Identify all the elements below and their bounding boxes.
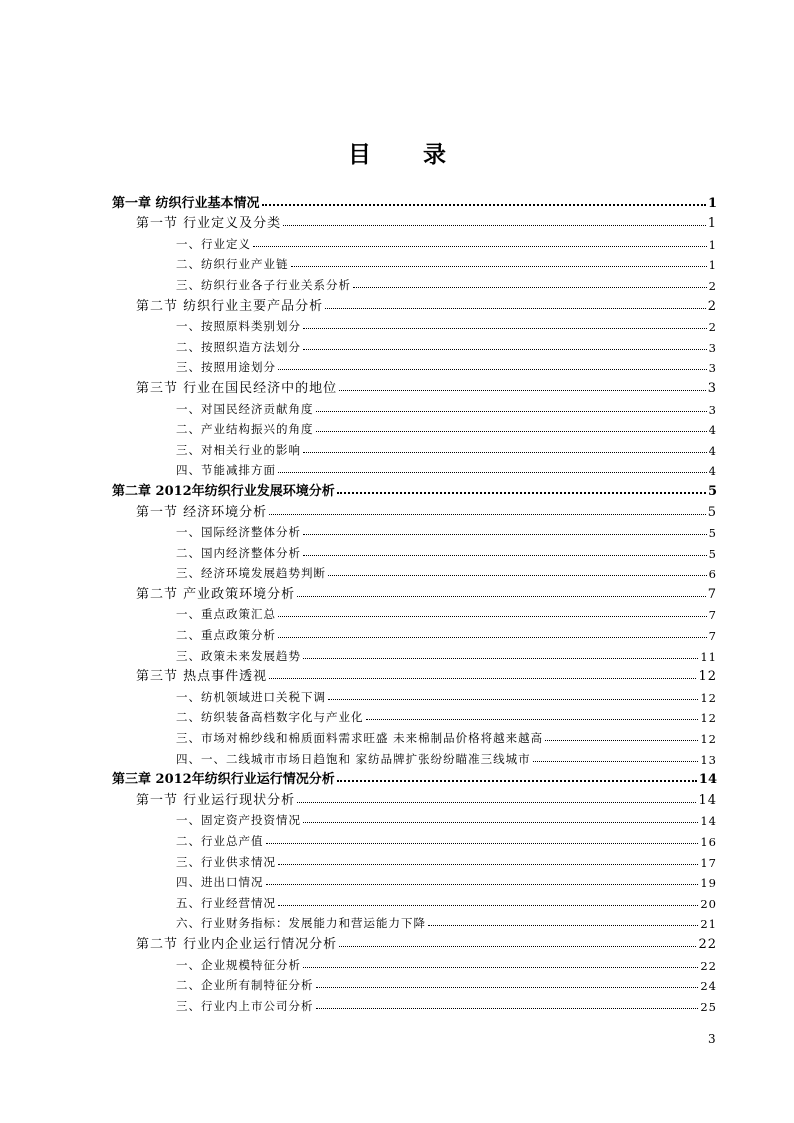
toc-entry-page: 16 — [700, 835, 717, 849]
toc-entry-page: 12 — [700, 732, 717, 747]
toc-entry-page: 24 — [700, 979, 717, 994]
toc-chapter-entry[interactable] — [112, 767, 717, 788]
dot-leader — [253, 246, 707, 247]
toc-entry-page: 4 — [708, 464, 717, 479]
toc-entry-label: 一、国际经济整体分析 — [176, 525, 301, 540]
toc-entry-page: 3 — [707, 380, 717, 396]
toc-entry-label: 五、行业经营情况 — [176, 895, 276, 910]
dot-leader — [339, 946, 696, 947]
toc-entry-label: 三、经济环境发展趋势判断 — [176, 566, 326, 581]
toc-item-entry[interactable] — [112, 870, 717, 891]
toc-entry-page: 19 — [700, 876, 717, 891]
dot-leader — [339, 390, 706, 391]
toc-entry-label: 二、产业结构振兴的角度 — [176, 422, 314, 437]
toc-entry-label: 三、对相关行业的影响 — [176, 442, 301, 457]
toc-entry-label: 三、行业供求情况 — [176, 854, 276, 869]
toc-section-entry[interactable] — [112, 931, 717, 952]
dot-leader — [545, 740, 698, 741]
dot-leader — [303, 555, 707, 556]
toc-entry-page: 22 — [700, 958, 717, 973]
dot-leader — [266, 884, 699, 885]
toc-item-entry[interactable] — [112, 705, 717, 726]
toc-entry-page: 25 — [700, 999, 717, 1014]
toc-entry-label: 四、进出口情况 — [176, 875, 264, 890]
toc-entry-page: 3 — [708, 361, 717, 376]
dot-leader — [303, 349, 707, 350]
dot-leader — [303, 534, 707, 535]
toc-section-entry[interactable] — [112, 499, 717, 520]
toc-item-entry[interactable] — [112, 602, 717, 623]
toc-entry-page: 20 — [700, 896, 717, 911]
dot-leader — [297, 802, 696, 803]
toc-entry-label: 二、按照织造方法划分 — [176, 339, 301, 354]
toc-entry-label: 二、国内经济整体分析 — [176, 545, 301, 560]
dot-leader — [337, 492, 706, 494]
toc-entry-page: 6 — [708, 567, 717, 582]
toc-item-entry[interactable] — [112, 643, 717, 664]
toc-item-entry[interactable] — [112, 808, 717, 829]
toc-entry-page: 14 — [700, 814, 717, 829]
toc-entry-page: 12 — [698, 669, 717, 685]
toc-entry-page: 21 — [700, 917, 717, 932]
dot-leader — [328, 699, 698, 700]
dot-leader — [262, 204, 706, 206]
toc-entry-label: 一、纺机领域进口关税下调 — [176, 689, 326, 704]
dot-leader — [278, 905, 698, 906]
table-of-contents — [112, 190, 717, 1014]
dot-leader — [325, 308, 706, 309]
dot-leader — [316, 431, 707, 432]
toc-item-entry[interactable] — [112, 911, 717, 932]
toc-entry-page: 2 — [708, 278, 717, 293]
toc-item-entry[interactable] — [112, 520, 717, 541]
page-number: 3 — [708, 1032, 716, 1046]
toc-entry-label: 一、对国民经济贡献角度 — [176, 401, 314, 416]
dot-leader — [278, 864, 698, 865]
toc-entry-label: 一、企业规模特征分析 — [176, 957, 301, 972]
dot-leader — [278, 472, 707, 473]
toc-entry-page: 1 — [708, 237, 717, 252]
dot-leader — [291, 266, 707, 267]
toc-entry-page: 13 — [700, 752, 717, 767]
toc-entry-page: 2 — [707, 298, 717, 314]
toc-entry-label: 第一节 行业运行现状分析 — [136, 792, 296, 808]
toc-item-entry[interactable] — [112, 973, 717, 994]
toc-entry-page: 7 — [707, 586, 717, 602]
toc-entry-page: 7 — [708, 629, 717, 644]
dot-leader — [283, 225, 706, 226]
dot-leader — [316, 411, 707, 412]
dot-leader — [328, 575, 707, 576]
toc-entry-page: 3 — [708, 340, 717, 355]
toc-item-entry[interactable] — [112, 396, 717, 417]
toc-entry-page: 12 — [700, 690, 717, 705]
dot-leader — [303, 452, 707, 453]
toc-entry-label: 三、按照用途划分 — [176, 360, 276, 375]
toc-item-entry[interactable] — [112, 355, 717, 376]
dot-leader — [269, 514, 706, 515]
toc-entry-page: 4 — [708, 443, 717, 458]
toc-item-entry[interactable] — [112, 437, 717, 458]
toc-entry-page: 1 — [708, 258, 717, 273]
toc-entry-label: 第一节 行业定义及分类 — [136, 216, 282, 232]
toc-entry-page: 5 — [708, 546, 717, 561]
toc-entry-label: 第二节 产业政策环境分析 — [136, 586, 296, 602]
toc-item-entry[interactable] — [112, 684, 717, 705]
toc-item-entry[interactable] — [112, 458, 717, 479]
toc-entry-label: 三、政策未来发展趋势 — [176, 648, 301, 663]
toc-entry-page: 17 — [700, 855, 717, 870]
dot-leader — [303, 967, 698, 968]
toc-entry-label: 第二节 纺织行业主要产品分析 — [136, 298, 324, 314]
toc-section-entry[interactable] — [112, 581, 717, 602]
dot-leader — [278, 637, 707, 638]
toc-item-entry[interactable] — [112, 252, 717, 273]
dot-leader — [303, 328, 707, 329]
dot-leader — [278, 369, 707, 370]
toc-chapter-entry[interactable] — [112, 190, 717, 211]
toc-item-entry[interactable] — [112, 231, 717, 252]
toc-entry-label: 第三章 2012年纺织行业运行情况分析 — [112, 772, 335, 788]
toc-entry-label: 四、一、二线城市市场日趋饱和 家纺品牌扩张纷纷瞄准三线城市 — [176, 751, 531, 766]
toc-entry-page: 7 — [708, 608, 717, 623]
dot-leader — [303, 658, 698, 659]
toc-section-entry[interactable] — [112, 664, 717, 685]
toc-entry-page: 4 — [708, 423, 717, 438]
toc-entry-label: 三、行业内上市公司分析 — [176, 998, 314, 1013]
toc-entry-label: 第三节 行业在国民经济中的地位 — [136, 380, 338, 396]
dot-leader — [303, 822, 698, 823]
toc-item-entry[interactable] — [112, 272, 717, 293]
dot-leader — [297, 596, 706, 597]
toc-entry-label: 一、按照原料类别划分 — [176, 319, 301, 334]
toc-entry-label: 一、行业定义 — [176, 236, 251, 251]
toc-section-entry[interactable] — [112, 787, 717, 808]
toc-entry-page: 12 — [700, 711, 717, 726]
toc-entry-page: 1 — [707, 216, 717, 232]
toc-entry-page: 3 — [708, 402, 717, 417]
dot-leader — [533, 761, 699, 762]
dot-leader — [366, 719, 699, 720]
toc-item-entry[interactable] — [112, 417, 717, 438]
toc-entry-label: 二、企业所有制特征分析 — [176, 978, 314, 993]
toc-entry-label: 第二章 2012年纺织行业发展环境分析 — [112, 483, 335, 499]
toc-item-entry[interactable] — [112, 746, 717, 767]
dot-leader — [337, 780, 697, 782]
toc-entry-label: 第三节 热点事件透视 — [136, 669, 268, 685]
toc-item-entry[interactable] — [112, 314, 717, 335]
toc-item-entry[interactable] — [112, 993, 717, 1014]
toc-chapter-entry[interactable] — [112, 478, 717, 499]
toc-entry-label: 二、行业总产值 — [176, 834, 264, 848]
toc-item-entry[interactable] — [112, 849, 717, 870]
toc-section-entry[interactable] — [112, 211, 717, 232]
toc-item-entry[interactable] — [112, 828, 717, 849]
toc-entry-page: 5 — [708, 526, 717, 541]
toc-entry-page: 5 — [707, 483, 717, 499]
page-title: 目 录 — [347, 141, 468, 168]
toc-section-entry[interactable] — [112, 375, 717, 396]
toc-item-entry[interactable] — [112, 540, 717, 561]
toc-entry-label: 一、重点政策汇总 — [176, 607, 276, 622]
toc-entry-label: 三、纺织行业各子行业关系分析 — [176, 277, 351, 292]
toc-entry-page: 11 — [700, 649, 717, 664]
dot-leader — [316, 1008, 699, 1009]
toc-entry-page: 2 — [708, 320, 717, 335]
toc-item-entry[interactable] — [112, 622, 717, 643]
toc-entry-page: 14 — [698, 772, 717, 788]
dot-leader — [278, 616, 707, 617]
toc-entry-label: 三、市场对棉纱线和棉质面料需求旺盛 未来棉制品价格将越来越高 — [176, 731, 544, 746]
toc-entry-label: 第一章 纺织行业基本情况 — [112, 195, 260, 211]
toc-entry-label: 第一节 经济环境分析 — [136, 504, 268, 520]
toc-entry-label: 二、纺织装备高档数字化与产业化 — [176, 710, 364, 725]
toc-entry-page: 22 — [698, 936, 717, 952]
toc-item-entry[interactable] — [112, 561, 717, 582]
toc-entry-page: 14 — [698, 792, 717, 808]
toc-item-entry[interactable] — [112, 952, 717, 973]
toc-entry-label: 第二节 行业内企业运行情况分析 — [136, 936, 338, 952]
toc-entry-label: 一、固定资产投资情况 — [176, 813, 301, 828]
dot-leader — [353, 287, 707, 288]
toc-item-entry[interactable] — [112, 334, 717, 355]
toc-item-entry[interactable] — [112, 890, 717, 911]
dot-leader — [269, 678, 696, 679]
dot-leader — [316, 987, 699, 988]
toc-entry-label: 四、节能减排方面 — [176, 463, 276, 478]
toc-entry-label: 二、重点政策分析 — [176, 628, 276, 643]
toc-item-entry[interactable] — [112, 725, 717, 746]
toc-entry-page: 1 — [707, 195, 717, 211]
toc-entry-label: 二、纺织行业产业链 — [176, 257, 289, 272]
dot-leader — [266, 843, 699, 844]
dot-leader — [428, 925, 698, 926]
toc-section-entry[interactable] — [112, 293, 717, 314]
toc-entry-label: 六、行业财务指标：发展能力和营运能力下降 — [176, 916, 426, 931]
toc-entry-page: 5 — [707, 504, 717, 520]
